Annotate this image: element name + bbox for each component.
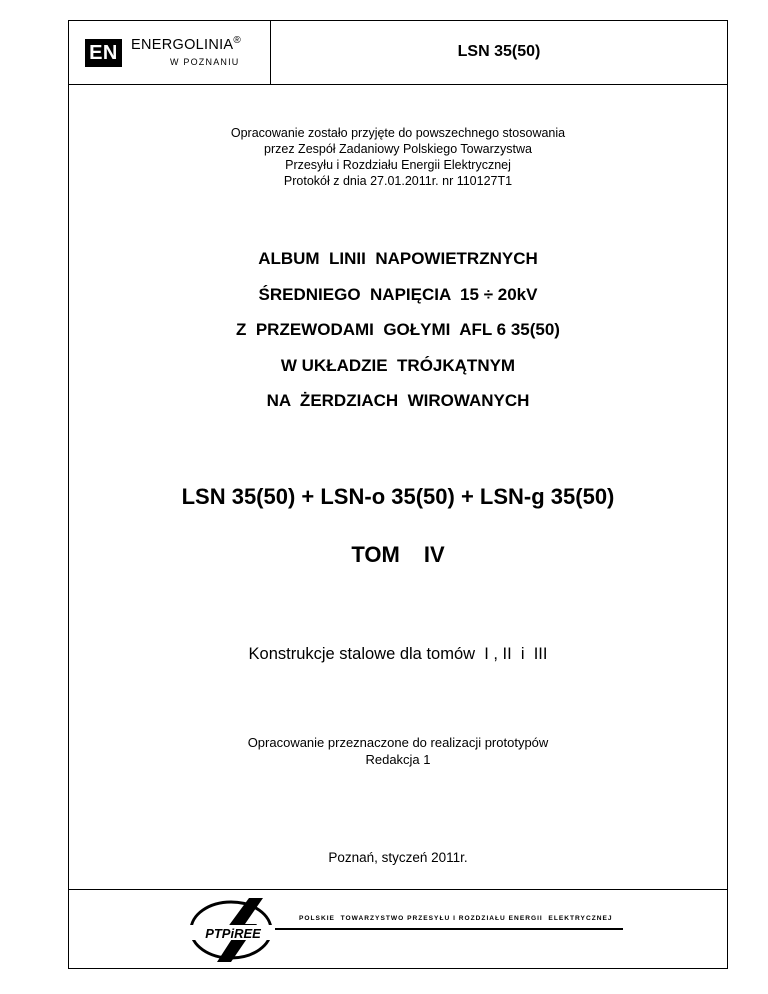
footer	[69, 889, 727, 970]
series-designation: LSN 35(50) + LSN-o 35(50) + LSN-g 35(50)	[181, 484, 615, 509]
document-code: LSN 35(50)	[457, 43, 541, 60]
footer-rule	[275, 928, 623, 930]
edition-line: Redakcja 1	[365, 752, 431, 767]
company-name-text: ENERGOLINIA	[131, 36, 234, 53]
constructions-note: Konstrukcje stalowe dla tomów I , II i III	[248, 645, 548, 663]
title-line: ALBUM LINII NAPOWIETRZNYCH	[258, 249, 538, 268]
purpose-note	[69, 734, 727, 768]
approval-line: Opracowanie zostało przyjęte do powszechnego stosowania	[230, 126, 566, 140]
volume-roman: IV	[423, 542, 445, 567]
company-name	[131, 35, 241, 53]
place-date: Poznań, styczeń 2011r.	[328, 850, 468, 865]
header	[69, 21, 727, 85]
album-title	[69, 241, 727, 419]
approval-line: Przesyłu i Rozdziału Energii Elektrycznej	[285, 158, 511, 172]
approval-note	[69, 125, 727, 189]
title-line: NA ŻERDZIACH WIROWANYCH	[266, 391, 530, 411]
ptpiree-logo-icon	[187, 898, 283, 962]
protocol-line: Protokół z dnia 27.01.2011r. nr 110127T1	[283, 174, 513, 188]
volume-number	[69, 542, 727, 568]
title-page-frame	[68, 20, 728, 969]
purpose-line: Opracowanie przeznaczone do realizacji prototypów	[247, 735, 549, 750]
company-logo-box	[69, 21, 271, 84]
en-logo-icon: EN	[85, 39, 122, 67]
approval-line: przez Zespół Zadaniowy Polskiego Towarzystwa	[264, 142, 532, 156]
ptpiree-logo-text: PTPiREE	[205, 926, 261, 941]
company-location: W POZNANIU	[170, 57, 240, 67]
title-line: ŚREDNIEGO NAPIĘCIA 15 ÷ 20kV	[258, 284, 538, 304]
title-line: Z PRZEWODAMI GOŁYMI AFL 6 35(50)	[236, 320, 560, 340]
registered-mark: ®	[233, 35, 242, 46]
volume-label: TOM	[351, 542, 400, 567]
title-line: W UKŁADZIE TRÓJKĄTNYM	[280, 355, 516, 375]
organization-name: POLSKIE TOWARZYSTWO PRZESYŁU I ROZDZIAŁU ENERGII ELEKTRYCZNEJ	[299, 915, 613, 922]
